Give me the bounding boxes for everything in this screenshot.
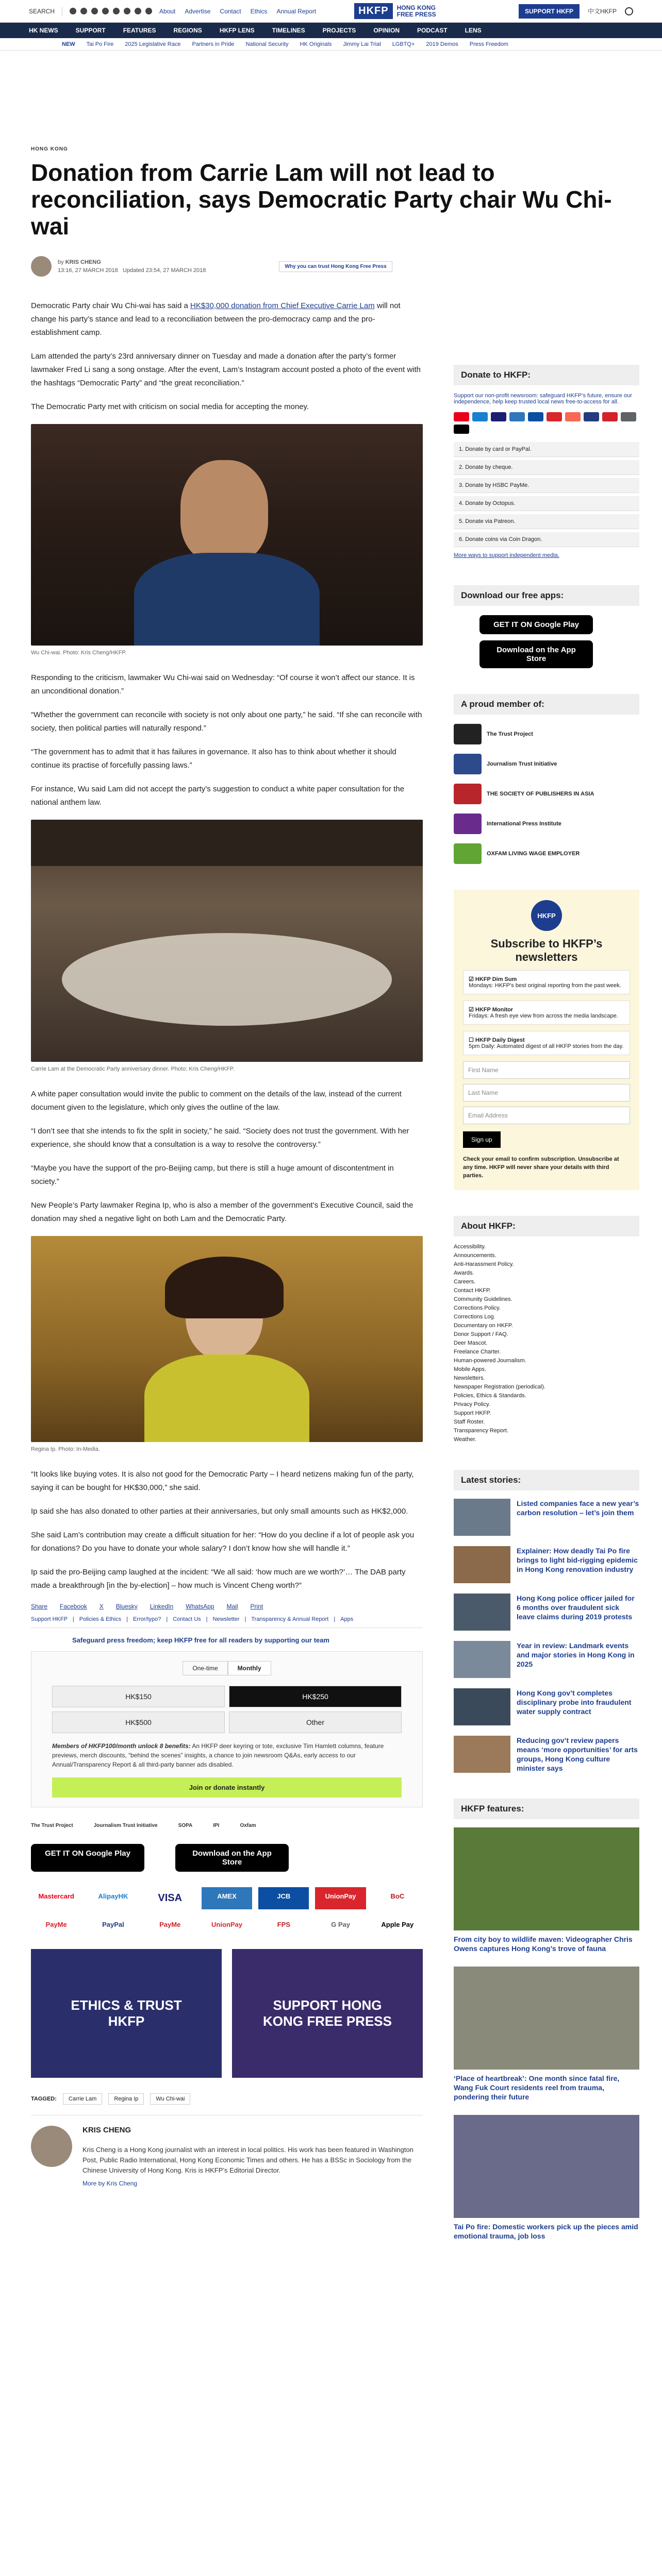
member-heading: A proud member of:	[454, 694, 639, 715]
logo-text	[397, 5, 436, 18]
latest-heading: Latest stories:	[454, 1470, 639, 1490]
logo-line1: HONG KONG	[396, 4, 436, 11]
apps-heading: Download our free apps:	[454, 585, 639, 606]
story-thumbnail	[454, 1546, 510, 1583]
newsletter-name: HKFP Monitor	[475, 1007, 514, 1013]
amount-option-other[interactable]: Other	[229, 1711, 402, 1733]
share-x[interactable]: X	[99, 1603, 104, 1610]
about-link[interactable]: Deer Mascot.	[454, 1340, 488, 1346]
main-nav	[0, 23, 662, 38]
footer-link[interactable]: Contact Us	[173, 1616, 201, 1622]
story-title: Explainer: How deadly Tai Po fire brings to light bid-rigging epidemic in Hong Kong renovation industry	[517, 1547, 638, 1573]
subnav-item[interactable]: Press Freedom	[469, 41, 508, 47]
visa-icon	[491, 412, 506, 421]
story-thumbnail	[454, 1641, 510, 1678]
paragraph: Ip said the pro-Beijing camp laughed at the incident: “We all said: ‘how much are we worth?’… The DAB party made a breakthrough [in the by-election] – how much is Vincent Cheng worth?”	[31, 1568, 406, 1590]
about-link[interactable]: Accessibility.	[454, 1244, 486, 1250]
about-link[interactable]: Awards.	[454, 1270, 474, 1276]
sidebar	[454, 50, 639, 2266]
author-box-name[interactable]: KRIS CHENG	[82, 2126, 131, 2134]
oxfam-logo	[454, 843, 482, 864]
share-facebook[interactable]: Facebook	[60, 1603, 87, 1610]
member-box	[454, 694, 639, 864]
subnav-item[interactable]: National Security	[245, 41, 289, 47]
member-item[interactable]	[454, 843, 639, 864]
donate-widget	[31, 1651, 423, 1807]
app-buttons	[31, 1844, 423, 1872]
email-field[interactable]: Email Address	[463, 1107, 630, 1124]
donate-option[interactable]: 1. Donate by card or PayPal.	[454, 442, 639, 457]
member-badges	[31, 1823, 423, 1828]
paragraph: “It looks like buying votes. It is also not good for the Democratic Party – I heard netizens making fun of the party, saying it can be bought for HK$30,000,” she said.	[31, 1470, 414, 1492]
member-item[interactable]	[454, 814, 639, 834]
portrait-body	[144, 1354, 309, 1442]
patreon-icon	[565, 412, 581, 421]
story-thumbnail	[454, 1499, 510, 1536]
author-box	[31, 2115, 423, 2187]
nav-item[interactable]: REGIONS	[173, 27, 202, 34]
payment-logo: UnionPay	[211, 1921, 242, 1928]
trust-project-logo	[454, 724, 482, 744]
latest-box	[454, 1470, 639, 1773]
bluesky-icon[interactable]	[113, 8, 120, 14]
story-item[interactable]	[454, 1641, 639, 1678]
newsletter-option[interactable]: ☑ HKFP Monitor Fridays: A fresh eye view from across the media landscape.	[463, 1001, 630, 1025]
app-store-button[interactable]: Download on the App Store	[175, 1844, 289, 1872]
top-links	[159, 8, 316, 15]
donate-option[interactable]: 5. Donate via Patreon.	[454, 514, 639, 529]
paragraph: A white paper consultation would invite the public to comment on the details of the law, instead of the current document given to the legislature, which only gives the outline of the law.	[31, 1090, 402, 1112]
features-box	[454, 1799, 639, 2241]
linkedin-icon[interactable]	[135, 8, 141, 14]
about-link[interactable]: Community Guidelines.	[454, 1296, 512, 1302]
latest-list	[454, 1499, 639, 1773]
alipay-icon	[472, 412, 488, 421]
sidebar-payment-logos	[454, 412, 639, 434]
share-bar	[31, 1603, 423, 1610]
byline	[31, 256, 423, 277]
article-title: Donation from Carrie Lam will not lead to reconciliation, says Democratic Party chair Wu Chi-wai	[31, 159, 612, 240]
payment-logo: PayPal	[102, 1921, 124, 1928]
page-body	[0, 50, 662, 2266]
frequency-tabs	[52, 1661, 402, 1675]
tab-one-time[interactable]: One-time	[183, 1661, 227, 1675]
paragraph	[31, 299, 423, 340]
badge[interactable]: SOPA	[178, 1823, 193, 1828]
publish-date: 13:16, 27 MARCH 2018	[58, 267, 118, 274]
share-print[interactable]: Print	[250, 1603, 263, 1610]
about-link[interactable]: Support HKFP.	[454, 1410, 491, 1416]
by-label: by	[58, 259, 64, 265]
payment-logos	[31, 1887, 423, 1934]
unionpay-icon	[547, 412, 562, 421]
newsletter-box	[454, 890, 639, 1190]
feature-image[interactable]	[454, 2115, 639, 2218]
dinner-ceiling	[31, 820, 423, 866]
about-link[interactable]: Anti-Harassment Policy.	[454, 1261, 514, 1267]
mail-icon[interactable]	[145, 8, 152, 14]
photo-caption: Carrie Lam at the Democratic Party anniversary dinner. Photo: Kris Cheng/HKFP.	[31, 1066, 235, 1072]
more-ways-link[interactable]: More ways to support independent media.	[454, 552, 559, 558]
payment-logo: PayMe	[45, 1921, 67, 1928]
subnav-item[interactable]: Tai Po Fire	[86, 41, 114, 47]
threads-icon[interactable]	[124, 8, 130, 14]
article-category[interactable]: HONG KONG	[31, 146, 68, 152]
nav-item[interactable]: OPINION	[373, 27, 400, 34]
newsletter-desc: Fridays: A fresh eye view from across the media landscape.	[469, 1013, 618, 1019]
signup-row	[463, 1129, 630, 1155]
story-thumbnail	[454, 1594, 510, 1631]
story-item[interactable]	[454, 1736, 639, 1773]
story-title: Reducing gov’t review papers means ‘more opportunities’ for arts groups, Hong Kong culture minister says	[517, 1736, 638, 1772]
user-icon[interactable]	[625, 7, 633, 15]
ethics-link[interactable]: Ethics	[250, 7, 268, 15]
member-item[interactable]	[454, 724, 639, 744]
share-mail[interactable]: Mail	[226, 1603, 238, 1610]
share-whatsapp[interactable]: WhatsApp	[186, 1603, 214, 1610]
share-bluesky[interactable]: Bluesky	[115, 1603, 138, 1610]
portrait-body	[134, 553, 320, 646]
newsletter-title: Subscribe to HKFP’s newsletters	[490, 937, 603, 963]
author-bio: Kris Cheng is a Hong Kong journalist with an interest in local politics. His work has been featured in Washington Post, Public Radio International, Hong Kong Economic Times and others. He has a BSSc in Sociology from the Chinese University of Hong Kong. Kris is HKFP’s Editorial Director.	[82, 2146, 413, 2174]
subnav-item[interactable]: LGBTQ+	[392, 41, 415, 47]
apps-box	[454, 585, 639, 668]
about-link[interactable]: Contact HKFP.	[454, 1287, 491, 1294]
story-title: Year in review: Landmark events and major stories in Hong Kong in 2025	[517, 1641, 635, 1668]
story-item[interactable]	[454, 1499, 639, 1536]
about-link[interactable]: Freelance Charter.	[454, 1349, 501, 1355]
newsletter-logo: HKFP	[531, 900, 562, 931]
donate-option[interactable]: 3. Donate by HSBC PayMe.	[454, 478, 639, 493]
top-right	[519, 4, 633, 19]
donate-option[interactable]: 4. Donate by Octopus.	[454, 496, 639, 511]
sopa-logo	[454, 784, 482, 804]
tag[interactable]: Carrie Lam	[63, 2093, 102, 2105]
jcb-icon	[528, 412, 543, 421]
about-box	[454, 1216, 639, 1444]
feature-title[interactable]: From city boy to wildlife maven: Videographer Chris Owens captures Hong Kong’s trove of fauna	[454, 1935, 633, 1953]
paragraph: “Whether the government can reconcile with society is not only about one party,” he said. “If she can reconcile with society, then political parties will naturally respond.”	[31, 710, 422, 733]
newsletter-name: HKFP Dim Sum	[475, 976, 517, 982]
photo-caption: Wu Chi-wai. Photo: Kris Cheng/HKFP.	[31, 650, 127, 656]
payment-logo: PayMe	[159, 1921, 181, 1928]
photo-caption: Regina Ip. Photo: In-Media.	[31, 1446, 100, 1452]
first-name-field[interactable]: First Name	[463, 1061, 630, 1079]
newsletter-option[interactable]: ☑ HKFP Dim Sum Mondays: HKFP’s best original reporting from the past week.	[463, 970, 630, 994]
member-name: International Press Institute	[487, 821, 561, 827]
about-links	[454, 1243, 639, 1444]
photo-wu-chi-wai	[31, 424, 423, 646]
google-play-button[interactable]: GET IT ON Google Play	[31, 1844, 144, 1872]
footer-link[interactable]: Apps	[340, 1616, 354, 1622]
benefits-text: An HKFP deer keyring or tote, exclusive Tim Hamlett columns, feature previews, merch discounts, “behind the scenes” insights, a chance to join newsroom Q&As, early access to our Annual/Transparency Report & all third-party banner ads disabled.	[52, 1742, 384, 1768]
newsletter-name: HKFP Daily Digest	[475, 1037, 525, 1043]
footer-link[interactable]: Support HKFP	[31, 1616, 68, 1622]
gpay-icon	[621, 412, 636, 421]
nav-item[interactable]: PODCAST	[417, 27, 448, 34]
author-name[interactable]: KRIS CHENG	[65, 259, 101, 265]
last-name-field[interactable]: Last Name	[463, 1084, 630, 1101]
updated-date: Updated 23:54, 27 MARCH 2018	[122, 267, 206, 274]
paragraph: “The government has to admit that it has failures in governance. It also has to think about whether it should continue its practise of forcefully passing laws.”	[31, 748, 396, 770]
tag[interactable]: Wu Chi-wai	[150, 2093, 190, 2105]
about-link[interactable]: Newspaper Registration (periodical).	[454, 1384, 545, 1390]
signup-button[interactable]: Sign up	[463, 1131, 501, 1148]
about-link[interactable]: Mobile Apps.	[454, 1366, 486, 1372]
paragraph: For instance, Wu said Lam did not accept the party’s suggestion to conduct a white paper consultation for the national anthem law.	[31, 785, 405, 807]
paragraph: The Democratic Party met with criticism on social media for accepting the money.	[31, 402, 309, 411]
paragraph: Lam attended the party’s 23rd anniversary dinner on Tuesday and made a donation after the party’s former lawmaker Fred Li sang a song onstage. After the event, Lam’s Instagram account posted a photo of the event with the hashtags “Democratic Party” and “the great reconciliation.”	[31, 352, 421, 387]
tags-label: TAGGED:	[31, 2096, 57, 2102]
payme-icon	[602, 412, 618, 421]
feature-title[interactable]: ‘Place of heartbreak’: One month since fatal fire, Wang Fuk Court residents reel from trauma, pondering their future	[454, 2074, 620, 2101]
sidebar-app-buttons	[479, 615, 614, 668]
logo-mark: HKFP	[354, 3, 392, 19]
about-link[interactable]: Documentary on HKFP.	[454, 1323, 513, 1329]
search-link[interactable]: SEARCH	[29, 7, 55, 15]
donation-link[interactable]: HK$30,000 donation from Chief Executive Carrie Lam	[190, 301, 375, 310]
feature-image[interactable]	[454, 1967, 639, 2070]
nav-item[interactable]: HKFP LENS	[219, 27, 255, 34]
join-donate-button[interactable]: Join or donate instantly	[52, 1777, 402, 1798]
story-item[interactable]	[454, 1688, 639, 1725]
article-body	[31, 299, 423, 1592]
membership-benefits	[52, 1741, 402, 1769]
footer-link[interactable]: Policies & Ethics	[79, 1616, 122, 1622]
donate-box	[454, 365, 639, 560]
paragraph: Ip said she has also donated to other parties at their anniversaries, but only small amounts such as HK$2,000.	[31, 1507, 408, 1516]
member-name: Journalism Trust Initiative	[487, 761, 557, 767]
payment-logo: Mastercard	[38, 1892, 74, 1900]
new-label: NEW	[62, 41, 75, 47]
story-title: Listed companies face a new year’s carbon resolution – let’s join them	[517, 1499, 639, 1517]
about-link[interactable]: Newsletters.	[454, 1375, 485, 1381]
payment-logo: BoC	[390, 1892, 405, 1900]
tab-monthly[interactable]: Monthly	[228, 1661, 271, 1675]
about-link[interactable]: Privacy Policy.	[454, 1401, 490, 1408]
author-avatar[interactable]	[31, 256, 52, 277]
paragraph: New People’s Party lawmaker Regina Ip, who is also a member of the government’s Executive Council, said the donation may shed a negative light on both Lam and the Democratic Party.	[31, 1201, 413, 1223]
dinner-tables	[62, 933, 392, 1026]
about-link[interactable]: Policies, Ethics & Standards.	[454, 1393, 526, 1399]
nav-item[interactable]: SUPPORT	[75, 27, 106, 34]
newsletter-option[interactable]: ☐ HKFP Daily Digest 5pm Daily: Automated digest of all HKFP stories from the day.	[463, 1031, 630, 1055]
member-name: OXFAM LIVING WAGE EMPLOYER	[487, 851, 580, 857]
sub-nav	[0, 38, 662, 50]
about-link[interactable]: Weather.	[454, 1436, 476, 1443]
donate-options	[454, 442, 639, 547]
portrait-face	[180, 460, 268, 563]
promo-videos	[31, 1949, 423, 2078]
newsletter-note: Check your email to confirm subscription. Unsubscribe at any time. HKFP will never share your details with third parties.	[463, 1156, 619, 1179]
feature-image[interactable]	[454, 1827, 639, 1930]
paragraph: “I don’t see that she intends to fix the split in society,” he said. “Society does not trust the government. With her experience, she should know that a consultation is a way to resolve the controversy.”	[31, 1127, 409, 1149]
social-icons	[70, 8, 152, 14]
tag[interactable]: Regina Ip	[108, 2093, 144, 2105]
promo-support[interactable]: SUPPORT HONG KONG FREE PRESS	[232, 1949, 423, 2078]
share-label[interactable]: Share	[31, 1603, 48, 1610]
nav-item[interactable]: FEATURES	[123, 27, 156, 34]
story-title: Hong Kong gov’t completes disciplinary probe into fraudulent water supply contract	[517, 1689, 632, 1716]
about-link[interactable]: Staff Roster.	[454, 1419, 485, 1425]
text: Democratic Party chair Wu Chi-wai has said a	[31, 301, 190, 310]
applepay-icon	[454, 425, 469, 434]
share-linkedin[interactable]: LinkedIn	[150, 1603, 174, 1610]
badge[interactable]: The Trust Project	[31, 1823, 73, 1828]
story-item[interactable]	[454, 1594, 639, 1631]
subnav-item[interactable]: Jimmy Lai Trial	[343, 41, 381, 47]
badge[interactable]: Oxfam	[240, 1823, 256, 1828]
payment-logo: AlipayHK	[98, 1892, 128, 1900]
payment-logo: JCB	[258, 1887, 309, 1909]
mastercard-icon	[454, 412, 469, 421]
footer-link[interactable]: Error/typo?	[133, 1616, 161, 1622]
paragraph: “Maybe you have the support of the pro-Beijing camp, but there is still a huge amount of discontentment in society.”	[31, 1164, 394, 1186]
support-button[interactable]: SUPPORT HKFP	[519, 4, 580, 19]
story-title: Hong Kong police officer jailed for 6 months over fraudulent sick leave claims during 2019 protests	[517, 1594, 635, 1621]
ipi-logo	[454, 814, 482, 834]
amount-option[interactable]: HK$150	[52, 1686, 225, 1707]
trust-link[interactable]: Why you can trust Hong Kong Free Press	[279, 261, 392, 272]
annual-report-link[interactable]: Annual Report	[276, 7, 317, 15]
story-item[interactable]	[454, 1546, 639, 1583]
top-bar	[0, 0, 662, 23]
article-footer-links: Support HKFP | Policies & Ethics | Error/typo? | Contact Us | Newsletter | Transparency & Annual Report | Apps	[31, 1616, 423, 1628]
photo-regina-ip	[31, 1236, 423, 1442]
about-link[interactable]: Human-powered Journalism.	[454, 1358, 526, 1364]
about-link[interactable]: Announcements.	[454, 1252, 496, 1259]
benefits-title: Members of HKFP100/month unlock 8 benefits:	[52, 1742, 191, 1750]
badge[interactable]: IPI	[213, 1823, 220, 1828]
amount-option[interactable]: HK$500	[52, 1711, 225, 1733]
subnav-item[interactable]: 2025 Legislative Race	[125, 41, 181, 47]
tags	[31, 2093, 423, 2105]
footer-link[interactable]: Transparency & Annual Report	[251, 1616, 329, 1622]
promo-ethics[interactable]: ETHICS & TRUST HKFP	[31, 1949, 222, 2078]
jti-logo	[454, 754, 482, 774]
member-name: THE SOCIETY OF PUBLISHERS IN ASIA	[487, 791, 594, 797]
about-link[interactable]: Corrections Log.	[454, 1314, 495, 1320]
nav-item[interactable]: TIMELINES	[272, 27, 305, 34]
badge[interactable]: Journalism Trust Initiative	[93, 1823, 158, 1828]
payment-logo: G Pay	[331, 1921, 350, 1928]
donate-option[interactable]: 6. Donate coins via Coin Dragon.	[454, 532, 639, 547]
about-link[interactable]: Donor Support / FAQ.	[454, 1331, 508, 1337]
subnav-item[interactable]: Partners in Pride	[192, 41, 235, 47]
author-photo[interactable]	[31, 2126, 72, 2167]
paragraph: Responding to the criticism, lawmaker Wu Chi-wai said on Wednesday: “Of course it won’t affect our stance. It is an unconditional donation.”	[31, 673, 415, 696]
nav-item[interactable]: HK NEWS	[29, 27, 58, 34]
language-link[interactable]: 中文HKFP	[587, 8, 617, 15]
contact-link[interactable]: Contact	[220, 7, 241, 15]
x-icon[interactable]	[80, 8, 87, 14]
amount-options	[52, 1686, 402, 1733]
google-play-button[interactable]: GET IT ON Google Play	[479, 615, 593, 634]
footer-link[interactable]: Newsletter	[212, 1616, 240, 1622]
about-link[interactable]: Corrections Policy.	[454, 1305, 501, 1311]
payment-logo: UnionPay	[315, 1887, 366, 1909]
byline-text	[58, 259, 206, 274]
portrait-hair	[165, 1257, 284, 1318]
logo-line2: FREE PRESS	[396, 10, 436, 18]
about-link[interactable]: About	[159, 7, 176, 15]
features-heading: HKFP features:	[454, 1799, 639, 1819]
safeguard-banner[interactable]: Safeguard press freedom; keep HKFP free for all readers by supporting our team	[72, 1636, 329, 1644]
site-logo[interactable]	[354, 3, 436, 19]
payment-logo: VISA	[158, 1892, 183, 1904]
about-heading: About HKFP:	[454, 1216, 639, 1236]
feature-title[interactable]: Tai Po fire: Domestic workers pick up the pieces amid emotional trauma, job loss	[454, 2223, 638, 2240]
member-item[interactable]	[454, 784, 639, 804]
instagram-icon[interactable]	[91, 8, 98, 14]
donate-heading: Donate to HKFP:	[454, 365, 639, 385]
donate-option[interactable]: 2. Donate by cheque.	[454, 460, 639, 475]
app-store-button[interactable]: Download on the App Store	[479, 640, 593, 668]
nav-item[interactable]: LENS	[465, 27, 482, 34]
amex-icon	[509, 412, 525, 421]
text: will not change his party’s stance and lead to a reconciliation between the pro-democracy camp and the pro-establishment camp.	[31, 301, 401, 337]
photo-anniversary-dinner	[31, 820, 423, 1062]
member-name: The Trust Project	[487, 731, 533, 737]
newsletter-desc: 5pm Daily: Automated digest of all HKFP stories from the day.	[469, 1043, 624, 1049]
donate-text[interactable]: Support our non-profit newsroom: safeguard HKFP’s future, ensure our independence, help keep trusted local news free-to-access for all.	[454, 393, 632, 405]
facebook-icon[interactable]	[70, 8, 76, 14]
member-item[interactable]	[454, 754, 639, 774]
subnav-item[interactable]: 2019 Demos	[426, 41, 458, 47]
about-link[interactable]: Careers.	[454, 1279, 476, 1285]
payment-logo: FPS	[277, 1921, 290, 1928]
payment-logo: AMEX	[202, 1887, 252, 1909]
advertise-link[interactable]: Advertise	[185, 7, 211, 15]
story-thumbnail	[454, 1688, 510, 1725]
paypal-icon	[584, 412, 599, 421]
story-thumbnail	[454, 1736, 510, 1773]
nav-item[interactable]: PROJECTS	[322, 27, 356, 34]
paragraph: She said Lam’s contribution may create a difficult situation for her: “How do you decline if a lot of people ask you for donations? Do you have to donate your whole salary? I don’t know how she will handle it.”	[31, 1531, 415, 1553]
more-by-author-link[interactable]: More by Kris Cheng	[82, 2180, 138, 2187]
about-link[interactable]: Transparency Report.	[454, 1428, 508, 1434]
subnav-item[interactable]: HK Originals	[300, 41, 332, 47]
newsletter-desc: Mondays: HKFP’s best original reporting from the past week.	[469, 982, 621, 989]
amount-option-selected[interactable]: HK$250	[229, 1686, 402, 1707]
payment-logo: Apple Pay	[381, 1921, 414, 1928]
youtube-icon[interactable]	[102, 8, 109, 14]
